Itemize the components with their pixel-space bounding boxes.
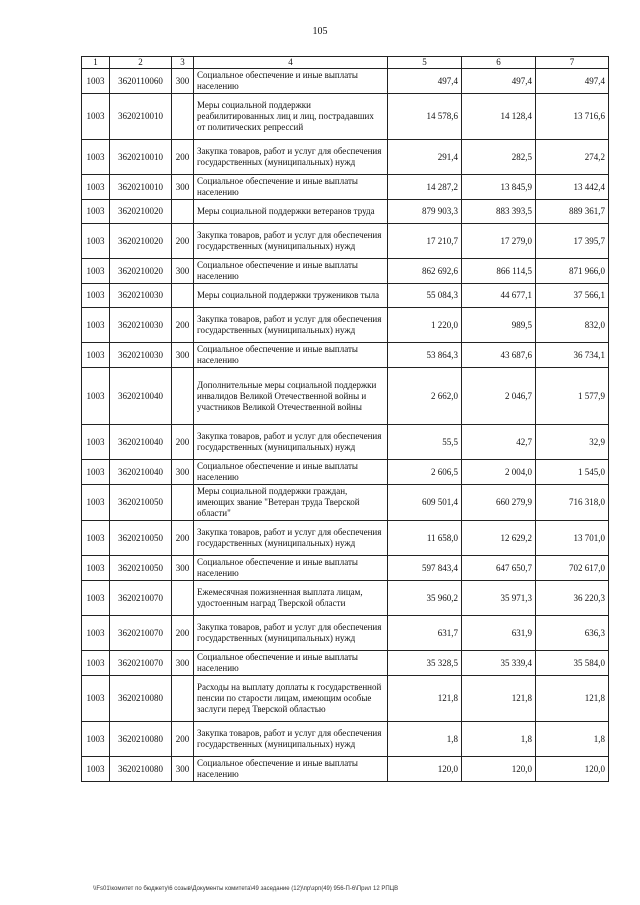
amount-col6-cell: 1,8 (462, 722, 536, 757)
item-name-cell: Социальное обеспечение и иные выплаты населению (194, 651, 388, 676)
expense-type-cell: 300 (172, 651, 194, 676)
column-header: 6 (462, 57, 536, 69)
amount-col7-cell: 13 716,6 (536, 94, 609, 140)
table-row (82, 425, 609, 460)
item-name-cell: Дополнительные меры социальной поддержки инвалидов Великой Отечественной войны и участников Великой Отечественной войны (194, 368, 388, 425)
amount-col6-cell: 866 114,5 (462, 259, 536, 284)
table-row (82, 224, 609, 259)
amount-col5-cell: 1,8 (388, 722, 462, 757)
section-code-cell: 1003 (82, 485, 110, 521)
amount-col6-cell: 2 004,0 (462, 460, 536, 485)
amount-col7-cell: 716 318,0 (536, 485, 609, 521)
expense-type-cell (172, 581, 194, 616)
amount-col7-cell: 497,4 (536, 69, 609, 94)
amount-col5-cell: 55,5 (388, 425, 462, 460)
section-code-cell: 1003 (82, 69, 110, 94)
amount-col5-cell: 35 960,2 (388, 581, 462, 616)
item-name-cell: Закупка товаров, работ и услуг для обеспечения государственных (муниципальных) нужд (194, 616, 388, 651)
table-row (82, 368, 609, 425)
amount-col7-cell: 702 617,0 (536, 556, 609, 581)
section-code-cell: 1003 (82, 556, 110, 581)
amount-col6-cell: 631,9 (462, 616, 536, 651)
expense-type-cell (172, 485, 194, 521)
table-row (82, 757, 609, 782)
expense-type-cell: 200 (172, 616, 194, 651)
column-header: 3 (172, 57, 194, 69)
item-name-cell: Закупка товаров, работ и услуг для обеспечения государственных (муниципальных) нужд (194, 722, 388, 757)
target-code-cell: 3620210030 (110, 308, 172, 343)
item-name-cell: Социальное обеспечение и иные выплаты населению (194, 69, 388, 94)
target-code-cell: 3620210080 (110, 722, 172, 757)
amount-col7-cell: 121,8 (536, 676, 609, 722)
amount-col6-cell: 120,0 (462, 757, 536, 782)
target-code-cell: 3620210030 (110, 284, 172, 308)
expense-type-cell (172, 676, 194, 722)
amount-col7-cell: 35 584,0 (536, 651, 609, 676)
amount-col5-cell: 11 658,0 (388, 521, 462, 556)
budget-table (81, 56, 609, 782)
table-row (82, 259, 609, 284)
table-row (82, 284, 609, 308)
table-row (82, 69, 609, 94)
amount-col7-cell: 13 701,0 (536, 521, 609, 556)
amount-col7-cell: 13 442,4 (536, 175, 609, 200)
amount-col7-cell: 889 361,7 (536, 200, 609, 224)
amount-col7-cell: 36 220,3 (536, 581, 609, 616)
amount-col5-cell: 597 843,4 (388, 556, 462, 581)
table-row (82, 94, 609, 140)
amount-col5-cell: 862 692,6 (388, 259, 462, 284)
expense-type-cell: 200 (172, 521, 194, 556)
item-name-cell: Закупка товаров, работ и услуг для обеспечения государственных (муниципальных) нужд (194, 308, 388, 343)
amount-col6-cell: 2 046,7 (462, 368, 536, 425)
page-number: 105 (312, 26, 328, 37)
expense-type-cell: 300 (172, 460, 194, 485)
amount-col6-cell: 12 629,2 (462, 521, 536, 556)
expense-type-cell: 200 (172, 224, 194, 259)
item-name-cell: Закупка товаров, работ и услуг для обеспечения государственных (муниципальных) нужд (194, 521, 388, 556)
table-row (82, 556, 609, 581)
amount-col7-cell: 832,0 (536, 308, 609, 343)
section-code-cell: 1003 (82, 140, 110, 175)
table-row (82, 581, 609, 616)
amount-col7-cell: 1,8 (536, 722, 609, 757)
section-code-cell: 1003 (82, 722, 110, 757)
amount-col5-cell: 2 662,0 (388, 368, 462, 425)
amount-col6-cell: 42,7 (462, 425, 536, 460)
expense-type-cell (172, 284, 194, 308)
column-header: 2 (110, 57, 172, 69)
expense-type-cell: 200 (172, 308, 194, 343)
section-code-cell: 1003 (82, 175, 110, 200)
table-row (82, 485, 609, 521)
amount-col6-cell: 989,5 (462, 308, 536, 343)
target-code-cell: 3620210080 (110, 676, 172, 722)
file-path-footer: \\Fs01\комитет по бюджету\6 созыв\Документы комитета\49 заседание (12)\пр\зрп(49) 956-П-6\Прил 12 РПЦВ (93, 886, 399, 892)
section-code-cell: 1003 (82, 343, 110, 368)
target-code-cell: 3620210050 (110, 485, 172, 521)
amount-col5-cell: 121,8 (388, 676, 462, 722)
target-code-cell: 3620210010 (110, 175, 172, 200)
expense-type-cell (172, 368, 194, 425)
amount-col6-cell: 35 971,3 (462, 581, 536, 616)
item-name-cell: Меры социальной поддержки граждан, имеющих звание "Ветеран труда Тверской области" (194, 485, 388, 521)
amount-col7-cell: 636,3 (536, 616, 609, 651)
target-code-cell: 3620110060 (110, 69, 172, 94)
item-name-cell: Социальное обеспечение и иные выплаты населению (194, 259, 388, 284)
table-row (82, 343, 609, 368)
amount-col5-cell: 609 501,4 (388, 485, 462, 521)
amount-col5-cell: 2 606,5 (388, 460, 462, 485)
amount-col6-cell: 282,5 (462, 140, 536, 175)
column-header: 4 (194, 57, 388, 69)
expense-type-cell: 300 (172, 556, 194, 581)
item-name-cell: Меры социальной поддержки тружеников тыла (194, 284, 388, 308)
table-body (82, 69, 609, 782)
section-code-cell: 1003 (82, 651, 110, 676)
item-name-cell: Социальное обеспечение и иные выплаты населению (194, 343, 388, 368)
item-name-cell: Ежемесячная пожизненная выплата лицам, удостоенным наград Тверской области (194, 581, 388, 616)
amount-col5-cell: 879 903,3 (388, 200, 462, 224)
amount-col5-cell: 17 210,7 (388, 224, 462, 259)
expense-type-cell: 300 (172, 175, 194, 200)
amount-col6-cell: 17 279,0 (462, 224, 536, 259)
amount-col7-cell: 36 734,1 (536, 343, 609, 368)
expense-type-cell (172, 94, 194, 140)
target-code-cell: 3620210010 (110, 94, 172, 140)
amount-col6-cell: 13 845,9 (462, 175, 536, 200)
target-code-cell: 3620210040 (110, 368, 172, 425)
table-row (82, 175, 609, 200)
item-name-cell: Меры социальной поддержки реабилитированных лиц и лиц, пострадавших от политических репрессий (194, 94, 388, 140)
section-code-cell: 1003 (82, 425, 110, 460)
amount-col6-cell: 14 128,4 (462, 94, 536, 140)
target-code-cell: 3620210070 (110, 581, 172, 616)
table-row (82, 200, 609, 224)
item-name-cell: Социальное обеспечение и иные выплаты населению (194, 556, 388, 581)
target-code-cell: 3620210050 (110, 521, 172, 556)
target-code-cell: 3620210040 (110, 460, 172, 485)
target-code-cell: 3620210020 (110, 224, 172, 259)
section-code-cell: 1003 (82, 259, 110, 284)
expense-type-cell: 300 (172, 757, 194, 782)
section-code-cell: 1003 (82, 308, 110, 343)
column-header: 7 (536, 57, 609, 69)
amount-col6-cell: 35 339,4 (462, 651, 536, 676)
target-code-cell: 3620210040 (110, 425, 172, 460)
section-code-cell: 1003 (82, 368, 110, 425)
amount-col7-cell: 17 395,7 (536, 224, 609, 259)
amount-col6-cell: 497,4 (462, 69, 536, 94)
amount-col6-cell: 660 279,9 (462, 485, 536, 521)
amount-col5-cell: 291,4 (388, 140, 462, 175)
section-code-cell: 1003 (82, 676, 110, 722)
table-row (82, 676, 609, 722)
target-code-cell: 3620210070 (110, 651, 172, 676)
target-code-cell: 3620210020 (110, 259, 172, 284)
amount-col7-cell: 1 577,9 (536, 368, 609, 425)
section-code-cell: 1003 (82, 94, 110, 140)
amount-col7-cell: 871 966,0 (536, 259, 609, 284)
section-code-cell: 1003 (82, 200, 110, 224)
amount-col5-cell: 14 578,6 (388, 94, 462, 140)
amount-col7-cell: 120,0 (536, 757, 609, 782)
amount-col7-cell: 274,2 (536, 140, 609, 175)
expense-type-cell: 200 (172, 425, 194, 460)
amount-col5-cell: 55 084,3 (388, 284, 462, 308)
amount-col5-cell: 35 328,5 (388, 651, 462, 676)
table-header-row (82, 57, 609, 69)
table-row (82, 308, 609, 343)
section-code-cell: 1003 (82, 581, 110, 616)
amount-col7-cell: 32,9 (536, 425, 609, 460)
target-code-cell: 3620210030 (110, 343, 172, 368)
table-row (82, 651, 609, 676)
amount-col7-cell: 37 566,1 (536, 284, 609, 308)
section-code-cell: 1003 (82, 460, 110, 485)
item-name-cell: Закупка товаров, работ и услуг для обеспечения государственных (муниципальных) нужд (194, 140, 388, 175)
table-row (82, 616, 609, 651)
amount-col6-cell: 43 687,6 (462, 343, 536, 368)
table-row (82, 521, 609, 556)
amount-col7-cell: 1 545,0 (536, 460, 609, 485)
table-row (82, 722, 609, 757)
amount-col5-cell: 497,4 (388, 69, 462, 94)
amount-col6-cell: 121,8 (462, 676, 536, 722)
item-name-cell: Социальное обеспечение и иные выплаты населению (194, 757, 388, 782)
target-code-cell: 3620210070 (110, 616, 172, 651)
item-name-cell: Закупка товаров, работ и услуг для обеспечения государственных (муниципальных) нужд (194, 425, 388, 460)
amount-col5-cell: 1 220,0 (388, 308, 462, 343)
item-name-cell: Социальное обеспечение и иные выплаты населению (194, 175, 388, 200)
item-name-cell: Социальное обеспечение и иные выплаты населению (194, 460, 388, 485)
amount-col6-cell: 883 393,5 (462, 200, 536, 224)
section-code-cell: 1003 (82, 616, 110, 651)
target-code-cell: 3620210050 (110, 556, 172, 581)
table-row (82, 140, 609, 175)
expense-type-cell: 200 (172, 722, 194, 757)
expense-type-cell: 300 (172, 69, 194, 94)
amount-col6-cell: 44 677,1 (462, 284, 536, 308)
target-code-cell: 3620210020 (110, 200, 172, 224)
amount-col5-cell: 14 287,2 (388, 175, 462, 200)
amount-col6-cell: 647 650,7 (462, 556, 536, 581)
expense-type-cell (172, 200, 194, 224)
section-code-cell: 1003 (82, 224, 110, 259)
table-row (82, 460, 609, 485)
amount-col5-cell: 631,7 (388, 616, 462, 651)
expense-type-cell: 300 (172, 343, 194, 368)
target-code-cell: 3620210080 (110, 757, 172, 782)
item-name-cell: Расходы на выплату доплаты к государственной пенсии по старости лицам, имеющим особые заслуги перед Тверской областью (194, 676, 388, 722)
amount-col5-cell: 53 864,3 (388, 343, 462, 368)
expense-type-cell: 200 (172, 140, 194, 175)
section-code-cell: 1003 (82, 284, 110, 308)
target-code-cell: 3620210010 (110, 140, 172, 175)
section-code-cell: 1003 (82, 521, 110, 556)
item-name-cell: Меры социальной поддержки ветеранов труда (194, 200, 388, 224)
amount-col5-cell: 120,0 (388, 757, 462, 782)
section-code-cell: 1003 (82, 757, 110, 782)
item-name-cell: Закупка товаров, работ и услуг для обеспечения государственных (муниципальных) нужд (194, 224, 388, 259)
column-header: 1 (82, 57, 110, 69)
column-header: 5 (388, 57, 462, 69)
expense-type-cell: 300 (172, 259, 194, 284)
